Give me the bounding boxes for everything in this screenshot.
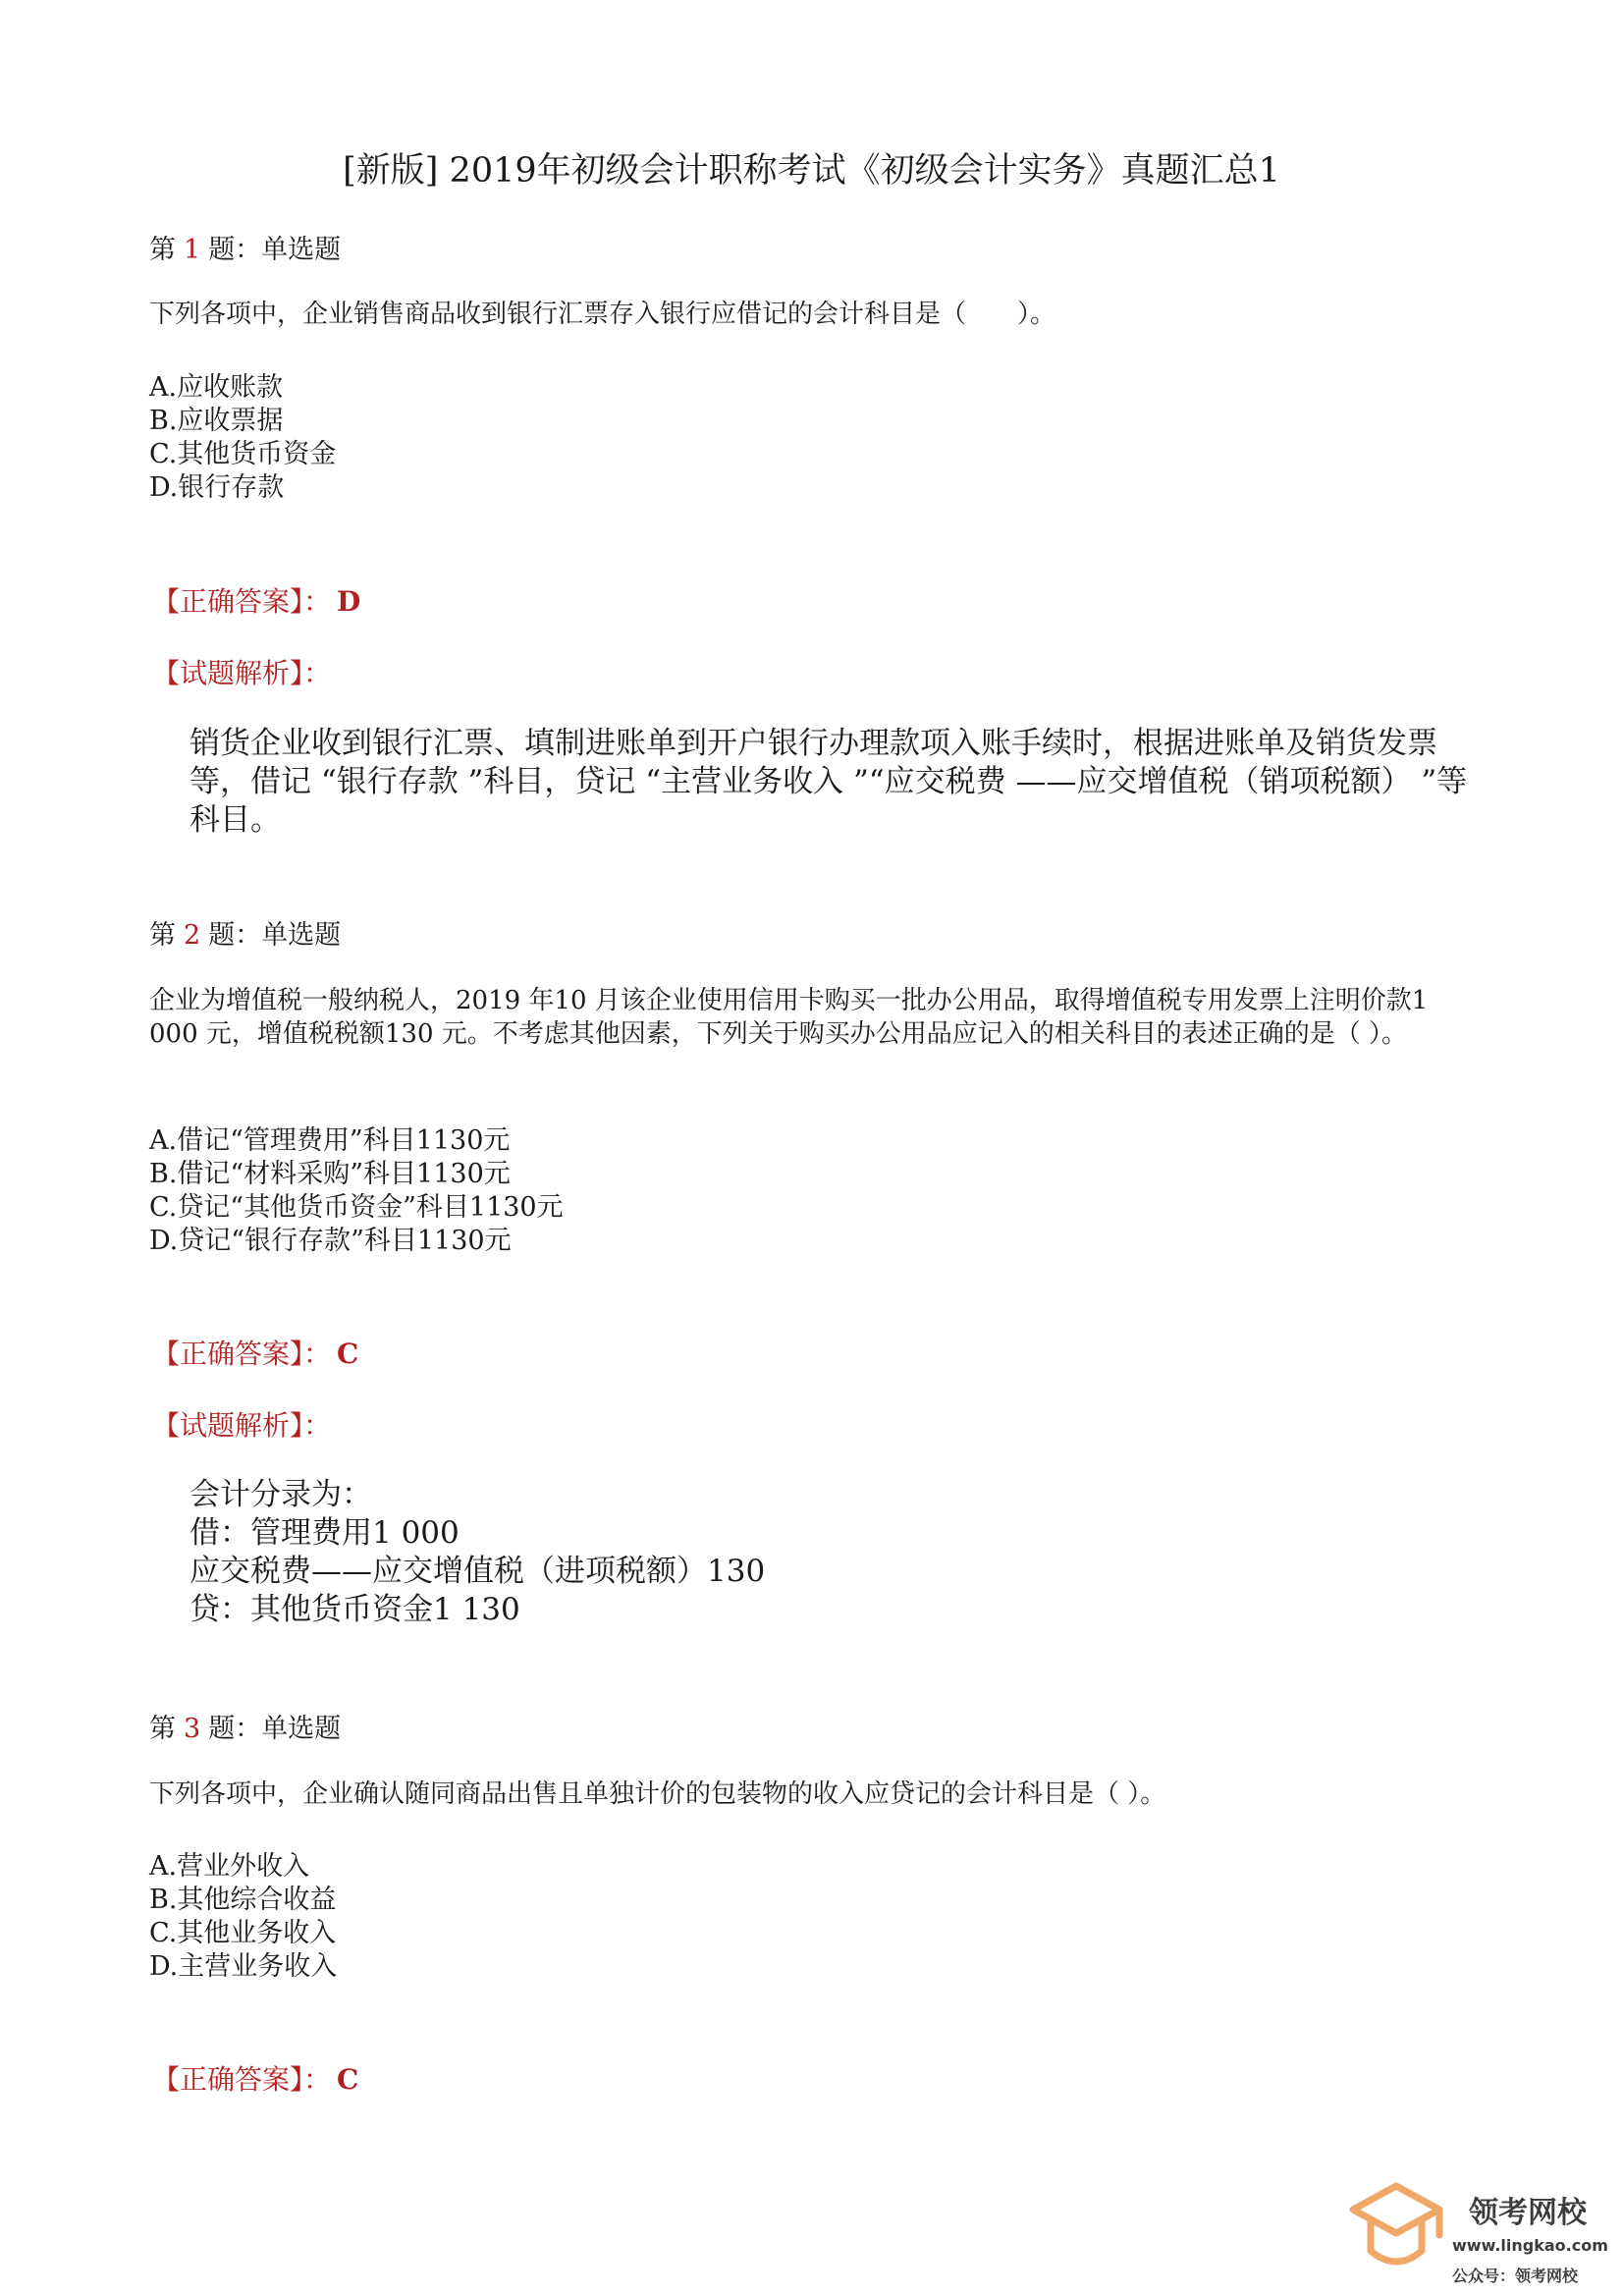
question-type: 题：单选题 bbox=[208, 235, 342, 265]
question-1-option-c: C.其他货币资金 bbox=[149, 439, 337, 469]
question-2-explanation-line: 贷：其他货币资金1 130 bbox=[189, 1592, 520, 1627]
answer-value: C bbox=[337, 1338, 359, 1370]
question-3-heading bbox=[149, 1707, 341, 1745]
question-number: 2 bbox=[184, 920, 201, 951]
question-1-explanation: 销货企业收到银行汇票、填制进账单到开户银行办理款项入账手续时，根据进账单及销货发票等，借记 “银行存款 ”科目，贷记 “主营业务收入 ”“应交税费 ——应交增值税（销项税额） ”等科目。 bbox=[189, 726, 1468, 838]
question-3-option-b: B.其他综合收益 bbox=[149, 1885, 337, 1915]
answer-value: C bbox=[337, 2063, 359, 2096]
question-type: 题：单选题 bbox=[208, 920, 342, 951]
question-prefix: 第 bbox=[149, 1714, 176, 1744]
question-2-explanation-line: 应交税费——应交增值税（进项税额）130 bbox=[189, 1554, 766, 1589]
question-prefix: 第 bbox=[149, 235, 176, 265]
question-1-option-b: B.应收票据 bbox=[149, 406, 284, 436]
answer-label: 【正确答案】： bbox=[152, 1338, 332, 1370]
question-1-explanation-label: 【试题解析】： bbox=[152, 657, 332, 689]
question-1-heading bbox=[149, 228, 341, 266]
brand-name: 领考网校 bbox=[1469, 2196, 1587, 2230]
question-2-option-c: C.贷记“其他货币资金”科目1130元 bbox=[149, 1192, 564, 1223]
question-number: 1 bbox=[184, 235, 201, 265]
question-1-option-a: A.应收账款 bbox=[149, 372, 284, 403]
question-3-option-d: D.主营业务收入 bbox=[149, 1951, 338, 1982]
question-3-stem: 下列各项中，企业确认随同商品出售且单独计价的包装物的收入应贷记的会计科目是（ ）。 bbox=[149, 1779, 1166, 1809]
document-title: [新版] 2019年初级会计职称考试《初级会计实务》真题汇总1 bbox=[343, 151, 1280, 191]
brand-url[interactable]: www.lingkao.com bbox=[1452, 2236, 1608, 2255]
question-2-explanation-line: 会计分录为： bbox=[189, 1477, 372, 1512]
answer-label: 【正确答案】： bbox=[152, 585, 332, 618]
question-3-option-c: C.其他业务收入 bbox=[149, 1918, 337, 1948]
question-2-heading bbox=[149, 913, 341, 952]
question-2-answer bbox=[152, 1333, 358, 1372]
question-2-option-a: A.借记“管理费用”科目1130元 bbox=[149, 1125, 511, 1156]
question-2-option-d: D.贷记“银行存款”科目1130元 bbox=[149, 1226, 512, 1256]
question-1-answer bbox=[152, 580, 360, 620]
answer-label: 【正确答案】： bbox=[152, 2063, 332, 2096]
question-2-option-b: B.借记“材料采购”科目1130元 bbox=[149, 1159, 511, 1189]
question-3-answer bbox=[152, 2058, 358, 2098]
question-2-explanation-label: 【试题解析】： bbox=[152, 1409, 332, 1442]
question-1-option-d: D.银行存款 bbox=[149, 472, 285, 503]
question-3-option-a: A.营业外收入 bbox=[149, 1851, 310, 1882]
wechat-account: 公众号：领考网校 bbox=[1452, 2267, 1579, 2285]
question-2-stem: 企业为增值税一般纳税人，2019 年10 月该企业使用信用卡购买一批办公用品，取得增值税专用发票上注明价款1 000 元，增值税税额130 元。不考虑其他因素，下列关于购买办公用品应记入的相关科目的表述正确的是（ ）。 bbox=[149, 986, 1429, 1049]
answer-value: D bbox=[337, 585, 361, 618]
question-number: 3 bbox=[184, 1714, 201, 1744]
question-type: 题：单选题 bbox=[208, 1714, 342, 1744]
question-1-stem: 下列各项中，企业销售商品收到银行汇票存入银行应借记的会计科目是（ ）。 bbox=[149, 300, 1056, 329]
question-2-explanation-line: 借：管理费用1 000 bbox=[189, 1515, 460, 1551]
graduation-cap-icon bbox=[1347, 2178, 1445, 2286]
question-prefix: 第 bbox=[149, 920, 176, 951]
